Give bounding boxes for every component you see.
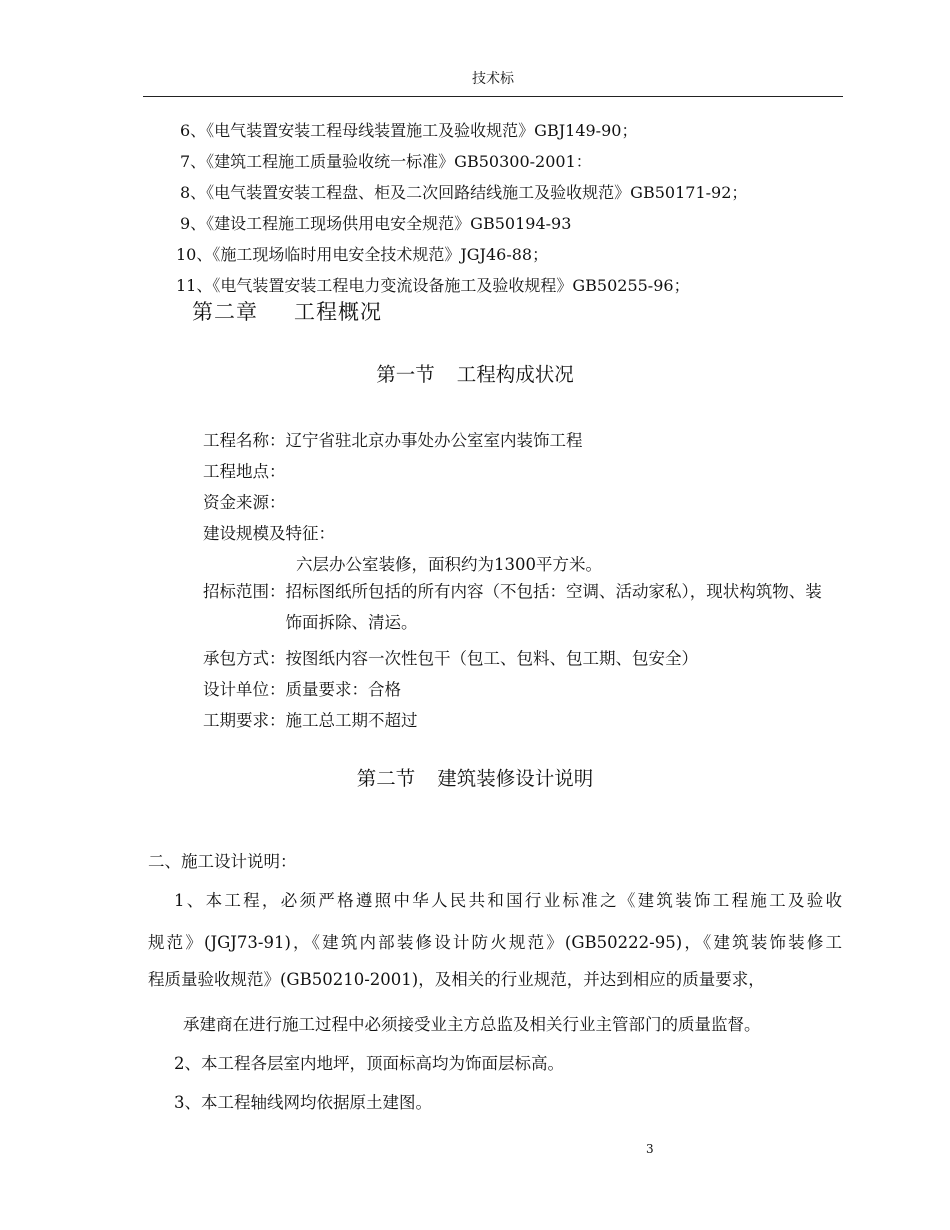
info-value: 六层办公室装修，面积约为1300平方米。 bbox=[296, 555, 602, 574]
info-key: 承包方式： bbox=[203, 649, 286, 668]
header-rule bbox=[143, 96, 843, 97]
standard-item-9: 9、《建设工程施工现场供用电安全规范》GB50194-93 bbox=[180, 214, 572, 233]
section-1-number: 第一节 bbox=[376, 363, 435, 386]
paragraph-1-line-2: 规范》(JGJ73-91)，《建筑内部装修设计防火规范》(GB50222-95)，《建筑装饰装修工 bbox=[148, 933, 842, 952]
info-value: 招标图纸所包括的所有内容（不包括：空调、活动家私），现状构筑物、装饰面拆除、清运。 bbox=[285, 582, 822, 632]
chapter-title: 工程概况 bbox=[294, 300, 382, 324]
info-row-contract-method bbox=[203, 645, 698, 669]
info-row-project-location bbox=[203, 458, 286, 482]
paragraph-4: 3、本工程轴线网均依据原土建图。 bbox=[174, 1093, 432, 1112]
info-key: 工程地点： bbox=[203, 462, 286, 481]
page-header: 技术标 bbox=[472, 71, 514, 87]
section-1-heading bbox=[0, 359, 950, 387]
info-value: 按图纸内容一次性包干（包工、包料、包工期、包安全） bbox=[285, 649, 698, 668]
info-row-scale bbox=[203, 520, 335, 544]
section-2-heading bbox=[0, 763, 950, 791]
info-row-design-unit bbox=[203, 676, 401, 700]
standard-item-11: 11、《电气装置安装工程电力变流设备施工及验收规程》GB50255-96； bbox=[176, 276, 690, 295]
section-1-title: 工程构成状况 bbox=[456, 363, 574, 386]
paragraph-3: 2、本工程各层室内地坪，顶面标高均为饰面层标高。 bbox=[174, 1054, 564, 1073]
info-key: 工期要求： bbox=[203, 711, 286, 730]
info-key: 招标范围： bbox=[203, 582, 286, 601]
info-value: 质量要求：合格 bbox=[285, 680, 401, 699]
paragraph-1-line-1: 1、本工程，必须严格遵照中华人民共和国行业标准之《建筑装饰工程施工及验收 bbox=[174, 891, 842, 910]
info-key: 建设规模及特征： bbox=[203, 524, 335, 543]
page-number: 3 bbox=[646, 1142, 654, 1156]
paragraph-2: 承建商在进行施工过程中必须接受业主方总监及相关行业主管部门的质量监督。 bbox=[183, 1015, 761, 1034]
info-key: 工程名称： bbox=[203, 431, 286, 450]
section-2-number: 第二节 bbox=[356, 767, 416, 790]
standard-item-6: 6、《电气装置安装工程母线装置施工及验收规范》GBJ149-90； bbox=[180, 121, 638, 140]
info-key: 设计单位： bbox=[203, 680, 286, 699]
standard-item-8: 8、《电气装置安装工程盘、柜及二次回路结线施工及验收规范》GB50171-92； bbox=[180, 183, 748, 202]
paragraph-1-line-3: 程质量验收规范》(GB50210-2001)，及相关的行业规范，并达到相应的质量要求， bbox=[148, 970, 765, 989]
info-row-scale-detail bbox=[296, 551, 602, 575]
chapter-heading bbox=[192, 296, 382, 326]
info-row-funding-source bbox=[203, 489, 286, 513]
section-2-title: 建筑装修设计说明 bbox=[437, 767, 594, 790]
info-value: 辽宁省驻北京办事处办公室室内装饰工程 bbox=[285, 431, 583, 450]
subheading: 二、施工设计说明： bbox=[148, 852, 297, 871]
info-row-schedule bbox=[203, 707, 418, 731]
info-value: 施工总工期不超过 bbox=[285, 711, 418, 730]
standard-item-7: 7、《建筑工程施工质量验收统一标准》GB50300-2001： bbox=[180, 152, 592, 171]
info-row-project-name bbox=[203, 427, 583, 451]
chapter-number: 第二章 bbox=[192, 300, 258, 324]
info-row-bid-scope bbox=[203, 576, 831, 638]
info-key: 资金来源： bbox=[203, 493, 286, 512]
standard-item-10: 10、《施工现场临时用电安全技术规范》JGJ46-88； bbox=[176, 245, 549, 264]
